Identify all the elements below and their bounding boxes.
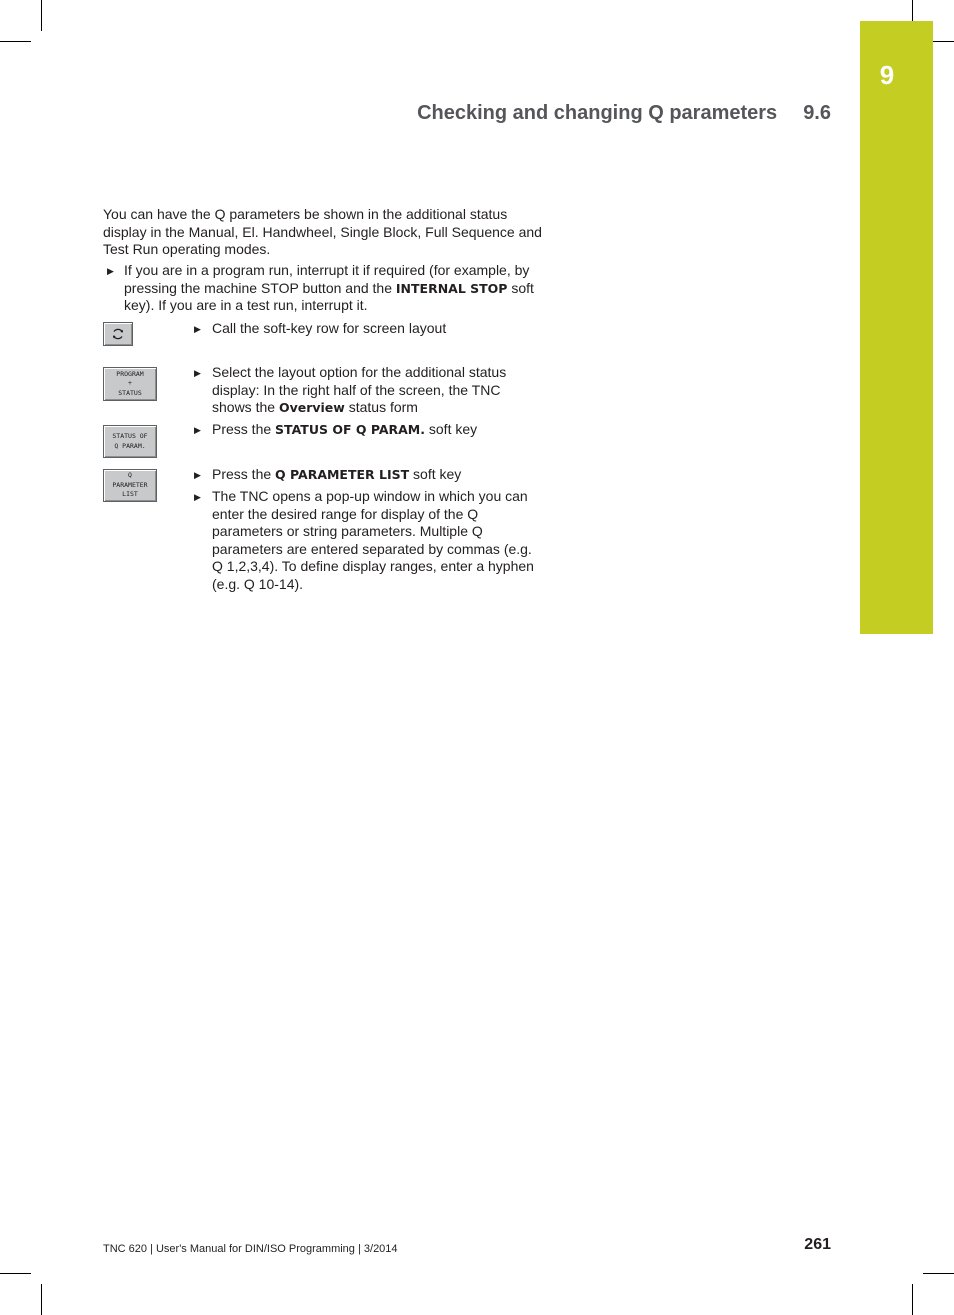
status-of-q-param-softkey[interactable] xyxy=(103,425,157,458)
crop-mark xyxy=(0,41,31,42)
page-footer: TNC 620 | User's Manual for DIN/ISO Programming | 3/2014 xyxy=(103,1243,398,1255)
step-text: Press the xyxy=(212,466,276,482)
bullet-icon: ▶ xyxy=(194,324,201,334)
step-text: soft key xyxy=(425,421,478,437)
step-text: Select the layout option for the additional status display: In the right half of the screen, the TNC shows the xyxy=(212,364,507,416)
intro-paragraph: You can have the Q parameters be shown in the additional status display in the Manual, El. Handwheel, Single Block, Full Sequence and Test Run operating modes. xyxy=(103,206,542,258)
step-keyword: INTERNAL STOP xyxy=(395,280,508,296)
softkey-label: PARAMETER xyxy=(112,480,148,489)
softkey-label: PROGRAM xyxy=(116,369,144,378)
header-section: 9.6 xyxy=(803,102,831,124)
softkey-label: + xyxy=(128,379,132,388)
softkey-label: LIST xyxy=(122,490,138,499)
screen-layout-key[interactable] xyxy=(103,322,133,346)
chapter-number: 9 xyxy=(879,60,895,90)
bullet-icon: ▶ xyxy=(194,470,201,480)
softkey-label: STATUS xyxy=(118,388,142,397)
step-keyword: Overview xyxy=(278,400,345,416)
running-header xyxy=(417,102,831,125)
cycle-arrows-icon xyxy=(111,327,125,341)
page-number: 261 xyxy=(804,1236,831,1253)
crop-mark xyxy=(41,0,42,31)
softkey-label: STATUS OF xyxy=(112,432,148,440)
bullet-icon: ▶ xyxy=(194,425,201,435)
step-press-q-parameter-list xyxy=(212,466,542,484)
step-text: soft key xyxy=(409,466,462,482)
step-keyword: Q PARAMETER LIST xyxy=(275,467,410,482)
crop-mark xyxy=(41,1284,42,1315)
header-title: Checking and changing Q parameters xyxy=(417,102,778,124)
step-call-softkey-row: Call the soft-key row for screen layout xyxy=(212,320,447,336)
q-parameter-list-softkey[interactable] xyxy=(103,469,157,502)
softkey-label: Q xyxy=(128,471,132,480)
step-text: status form xyxy=(344,399,418,416)
crop-mark xyxy=(0,1273,31,1274)
step-popup-window: The TNC opens a pop-up window in which you can enter the desired range for display of the Q parameters or string parameters. Multiple Q parameters are entered separated by commas (e.g. Q 1,2,3,4). To define display ranges, enter a hyphen (e.g. Q 10-14). xyxy=(212,488,534,592)
step-keyword: STATUS OF Q PARAM. xyxy=(275,422,425,437)
step-text: If you are in a program run, interrupt it if required (for example, by pressing the machine STOP button and the xyxy=(124,262,530,296)
softkey-label: Q PARAM. xyxy=(114,441,146,450)
bullet-icon: ▶ xyxy=(107,266,114,276)
step-press-status-q-param xyxy=(212,421,542,439)
crop-mark xyxy=(912,1284,913,1315)
step-interrupt xyxy=(124,262,544,315)
step-text: soft key). If you are in a test run, interrupt it. xyxy=(124,279,534,314)
chapter-tab xyxy=(860,21,933,634)
bullet-icon: ▶ xyxy=(194,368,201,378)
bullet-icon: ▶ xyxy=(194,492,201,502)
program-status-softkey[interactable] xyxy=(103,367,157,401)
step-select-layout xyxy=(212,364,542,417)
step-text: Press the xyxy=(212,421,276,437)
crop-mark xyxy=(923,1273,954,1274)
